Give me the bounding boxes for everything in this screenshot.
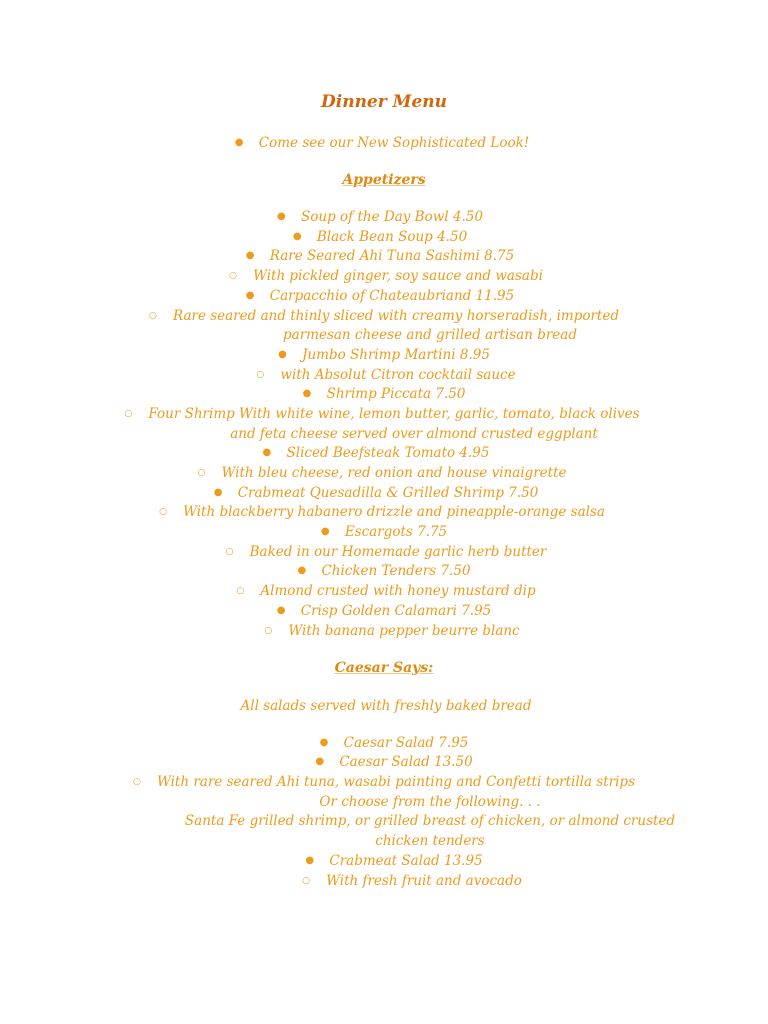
circle-bullet-icon: ○ [148, 311, 157, 321]
list-item [12, 384, 768, 404]
item-text: Carpacchio of Chateaubriand 11.95 [269, 288, 515, 304]
item-text: Four Shrimp With white wine, lemon butter, garlic, tomato, black olives [148, 406, 640, 422]
bullet-icon: ● [234, 137, 244, 148]
list-subitem [40, 871, 768, 891]
title-text: Dinner Menu [321, 92, 447, 112]
list-item [22, 851, 768, 871]
bullet-icon: ● [297, 565, 307, 576]
item-text: Crabmeat Quesadilla & Grilled Shrimp 7.50 [237, 485, 539, 501]
list-subitem [10, 502, 768, 522]
list-subitem [10, 463, 768, 483]
bullet-icon: ● [262, 447, 272, 458]
list-subitem [14, 365, 768, 385]
item-text: With bleu cheese, red onion and house vinaigrette [221, 465, 567, 481]
bullet-icon: ● [245, 290, 255, 301]
list-item [4, 443, 768, 463]
bullet-icon: ● [319, 737, 329, 748]
circle-bullet-icon: ○ [132, 777, 141, 787]
list-subitem-continued [46, 811, 768, 831]
note-text: All salads served with freshly baked bread [240, 698, 532, 714]
list-subitem [14, 581, 768, 601]
item-text: Rare seared and thinly sliced with creamy horseradish, imported [172, 308, 619, 324]
item-text: Shrimp Piccata 7.50 [326, 386, 466, 402]
item-text: Crisp Golden Calamari 7.95 [300, 603, 492, 619]
list-subitem-continued [46, 831, 768, 851]
circle-bullet-icon: ○ [124, 409, 133, 419]
item-text: Santa Fe grilled shrimp, or grilled breast of chicken, or almond crusted [184, 813, 676, 829]
bullet-icon: ● [302, 388, 312, 399]
list-subitem-continued [46, 792, 768, 812]
list-subitem [10, 404, 768, 424]
bullet-icon: ● [315, 756, 325, 767]
item-text: Or choose from the following. . . [319, 794, 541, 810]
list-item [8, 286, 768, 306]
bullet-icon: ● [213, 487, 223, 498]
item-text: Jumbo Shrimp Martini 8.95 [302, 347, 490, 363]
item-text: with Absolut Citron cocktail sauce [280, 367, 516, 383]
item-text: Almond crusted with honey mustard dip [260, 583, 536, 599]
item-text: Chicken Tenders 7.50 [321, 563, 471, 579]
list-subitem [20, 621, 768, 641]
promo-line [10, 133, 768, 153]
item-text: With blackberry habanero drizzle and pineapple-orange salsa [183, 504, 605, 520]
item-text: chicken tenders [375, 833, 485, 849]
list-subitem-continued [46, 325, 768, 345]
list-item [8, 227, 768, 247]
item-text: Baked in our Homemade garlic herb butter [249, 544, 547, 560]
circle-bullet-icon: ○ [225, 547, 234, 557]
item-text: and feta cheese served over almond crusted eggplant [230, 426, 598, 442]
item-text: Escargots 7.75 [344, 524, 448, 540]
item-text: Sliced Beefsteak Tomato 4.95 [286, 445, 490, 461]
list-item [12, 601, 768, 621]
list-item [22, 752, 768, 772]
page-title [0, 92, 768, 112]
list-subitem-continued [30, 424, 768, 444]
circle-bullet-icon: ○ [197, 468, 206, 478]
bullet-icon: ● [320, 526, 330, 537]
bullet-icon: ● [276, 605, 286, 616]
bullet-icon: ● [245, 250, 255, 261]
item-text: With fresh fruit and avocado [326, 873, 522, 889]
caesar-heading [0, 658, 768, 678]
list-subitem [12, 772, 768, 792]
promo-text: Come see our New Sophisticated Look! [258, 135, 530, 151]
item-text: With rare seared Ahi tuna, wasabi painting and Confetti tortilla strips [156, 774, 636, 790]
circle-bullet-icon: ○ [229, 271, 237, 281]
item-text: Crabmeat Salad 13.95 [329, 853, 483, 869]
item-text: Soup of the Day Bowl 4.50 [301, 209, 483, 225]
item-text: Caesar Salad 7.95 [343, 735, 469, 751]
list-subitem [14, 542, 768, 562]
list-item [12, 522, 768, 542]
list-item [12, 561, 768, 581]
bullet-icon: ● [278, 349, 287, 360]
list-item [22, 733, 768, 753]
item-text: parmesan cheese and grilled artisan bread [283, 327, 577, 343]
appetizers-heading [0, 170, 768, 190]
item-text: Black Bean Soup 4.50 [316, 229, 468, 245]
item-text: Rare Seared Ahi Tuna Sashimi 8.75 [269, 248, 515, 264]
caesar-note [2, 696, 768, 716]
circle-bullet-icon: ○ [159, 507, 167, 517]
appetizers-heading-text: Appetizers [342, 172, 426, 188]
list-subitem [14, 266, 768, 286]
circle-bullet-icon: ○ [302, 876, 310, 886]
bullet-icon: ● [277, 211, 286, 222]
list-item [4, 483, 768, 503]
item-text: Caesar Salad 13.50 [339, 754, 473, 770]
circle-bullet-icon: ○ [264, 626, 273, 636]
item-text: With banana pepper beurre blanc [288, 623, 520, 639]
caesar-heading-text: Caesar Says: [334, 660, 434, 676]
item-text: With pickled ginger, soy sauce and wasabi [253, 268, 543, 284]
bullet-icon: ● [305, 855, 315, 866]
circle-bullet-icon: ○ [236, 586, 245, 596]
list-subitem [12, 306, 768, 326]
list-item [12, 345, 768, 365]
circle-bullet-icon: ○ [256, 370, 265, 380]
list-item [8, 246, 768, 266]
list-item [8, 207, 768, 227]
bullet-icon: ● [292, 231, 302, 242]
